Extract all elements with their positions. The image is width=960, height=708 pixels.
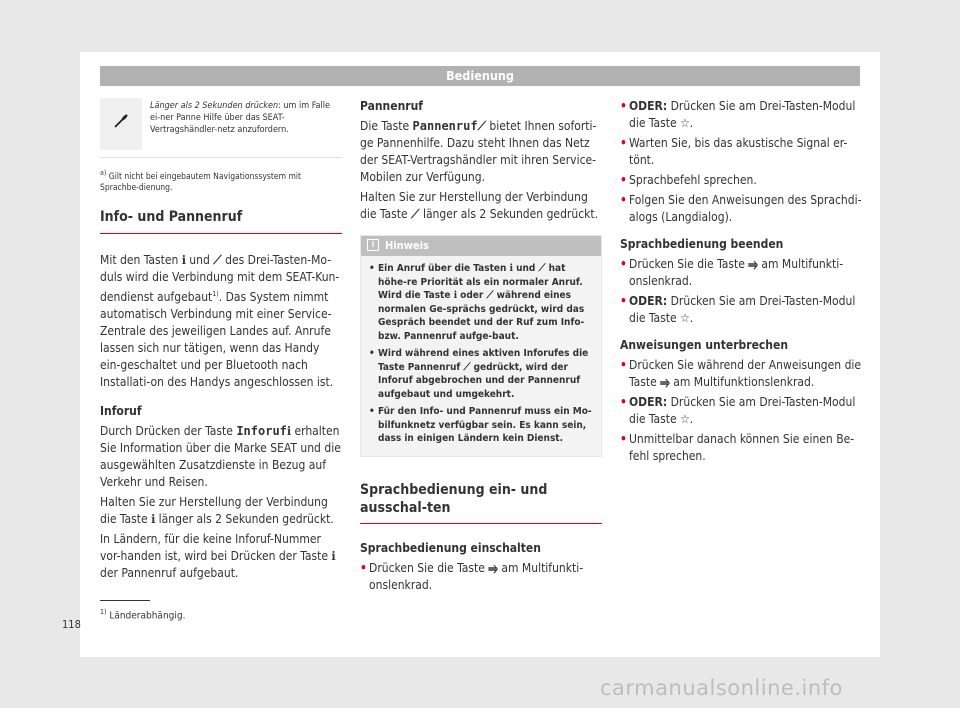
paragraph: Halten Sie zur Herstellung der Verbindung die Taste ⟋ länger als 2 Sekunden gedrückt. bbox=[360, 190, 599, 221]
column-1 bbox=[100, 98, 342, 585]
list-item: • Folgen Sie den Anweisungen des Sprachdi-alogs (Langdialog). bbox=[620, 192, 862, 226]
subheading-voice-on: Sprachbedienung einschalten bbox=[360, 540, 541, 555]
column-3 bbox=[620, 98, 862, 468]
note-text: Länger als 2 Sekunden drücken: um im Falle ei-ner Panne Hilfe über das SEAT-Vertragshändler-netz anzufordern. bbox=[150, 101, 331, 135]
hint-header: i Hinweis bbox=[361, 236, 601, 256]
note-box bbox=[100, 98, 342, 158]
footnote: $^{1)}$ Länderabhängig. bbox=[100, 608, 186, 622]
column-2 bbox=[360, 98, 602, 597]
list-item: • Drücken Sie die Taste ⥤ am Multifunkti-onslenkrad. bbox=[360, 560, 602, 594]
section-title-voice: Sprachbedienung ein- und ausschal-ten bbox=[360, 481, 602, 524]
voice-icon: ⥤ bbox=[660, 375, 670, 389]
hint-box bbox=[360, 235, 602, 457]
wrench-icon: ⟋ bbox=[463, 361, 471, 373]
list-item: • ODER: Drücken Sie am Drei-Tasten-Modul die Taste ☆. bbox=[620, 394, 862, 428]
info-box-icon: i bbox=[367, 239, 379, 251]
page-number: 118 bbox=[62, 618, 81, 631]
wrench-icon: ⟋ bbox=[538, 263, 546, 274]
star-icon: ☆ bbox=[680, 412, 690, 426]
page-header: Bedienung bbox=[100, 66, 860, 86]
list-item: • Drücken Sie während der Anweisungen die Taste ⥤ am Multifunktionslenkrad. bbox=[620, 357, 862, 391]
section-title-info: Info- und Pannenruf bbox=[100, 208, 342, 234]
subheading-voice-off: Sprachbedienung beenden bbox=[620, 237, 784, 251]
wrench-icon: ⟋ bbox=[213, 252, 222, 267]
paragraph: In Ländern, für die keine Inforuf-Nummer vor-handen ist, wird bei Drücken der Taste ℹ der Pannenruf aufgebaut. bbox=[100, 531, 336, 580]
subheading-pannenruf: Pannenruf bbox=[360, 99, 423, 113]
footnote-a: $^{a)}$ Gilt nicht bei eingebautem Navigationssystem mit Sprachbe-dienung. bbox=[100, 169, 302, 193]
list-item: • Unmittelbar danach können Sie einen Be-fehl sprechen. bbox=[620, 431, 862, 465]
paragraph: Halten Sie zur Herstellung der Verbindung die Taste ℹ länger als 2 Sekunden gedrückt. bbox=[100, 494, 334, 526]
subheading-interrupt: Anweisungen unterbrechen bbox=[620, 338, 788, 352]
hint-item: • Wird während eines aktiven Inforufes die Taste Pannenruf ⟋ gedrückt, wird der Inforuf abgebrochen und der Pannenruf aufgebaut und umgekehrt. bbox=[369, 347, 593, 401]
list-item: • ODER: Drücken Sie am Drei-Tasten-Modul die Taste ☆. bbox=[620, 293, 862, 327]
wrench-icon: ⟋ bbox=[486, 290, 494, 301]
paragraph: Durch Drücken der Taste Inforufℹ erhalten Sie Information über die Marke SEAT und die ausgewählten Zusatzdienste in Bezug auf Verkehr und Reisen. bbox=[100, 423, 341, 489]
voice-icon: ⥤ bbox=[488, 560, 498, 575]
footnote-divider bbox=[100, 600, 150, 601]
wrench-icon: ⟋ bbox=[411, 207, 420, 221]
hint-item: • Für den Info- und Pannenruf muss ein Mo-bilfunknetz verfügbar sein. Es kann sein, dass in einigen Ländern kein Dienst. bbox=[369, 405, 593, 446]
star-icon: ☆ bbox=[680, 116, 690, 130]
list-item: • Sprachbefehl sprechen. bbox=[620, 172, 862, 189]
list-item: • Drücken Sie die Taste ⥤ am Multifunkti-onslenkrad. bbox=[620, 256, 862, 290]
voice-icon: ⥤ bbox=[748, 257, 758, 271]
star-icon: ☆ bbox=[680, 311, 690, 325]
watermark: carmanualsonline.info bbox=[600, 676, 843, 700]
info-icon: ℹ bbox=[181, 252, 186, 267]
subheading-inforuf: Inforuf bbox=[100, 403, 142, 418]
hint-body bbox=[361, 256, 601, 456]
paragraph: Die Taste Pannenruf⟋ bietet Ihnen soforti-ge Pannenhilfe. Dazu steht Ihnen das Netz der SEAT-Vertragshändler mit ihren Service-Mobilen zur Verfügung. bbox=[360, 119, 597, 184]
list-item: • ODER: Drücken Sie am Drei-Tasten-Modul die Taste ☆. bbox=[620, 98, 862, 132]
info-icon: ℹ bbox=[331, 548, 336, 563]
wrench-icon bbox=[100, 98, 142, 150]
hint-item: • Ein Anruf über die Tasten ℹ und ⟋ hat höhe-re Priorität als ein normaler Anruf. Wird die Taste ℹ oder ⟋ während eines normalen Ge-sprächs gedrückt, wird das Gespräch beendet und der Ruf zum Info- bzw. Pannenruf aufge-baut. bbox=[369, 262, 593, 343]
info-icon: ℹ bbox=[453, 290, 458, 301]
list-item: • Warten Sie, bis das akustische Signal er-tönt. bbox=[620, 135, 862, 169]
wrench-icon: ⟋ bbox=[477, 119, 486, 133]
info-icon: ℹ bbox=[509, 263, 513, 274]
paragraph: Mit den Tasten ℹ und ⟋ des Drei-Tasten-Mo-duls wird die Verbindung mit dem SEAT-Kun-dendienst aufgebaut$^{1)}$. Das System nimmt automatisch Verbindung mit einer Service-Zentrale des jeweiligen Landes auf. Anrufe lassen sich nur tätigen, wenn das Handy ein-geschaltet und per Bluetooth nach Installati-on des Handys angeschlossen ist. bbox=[100, 252, 340, 389]
info-icon: ℹ bbox=[286, 423, 292, 438]
info-icon: ℹ bbox=[151, 511, 156, 526]
